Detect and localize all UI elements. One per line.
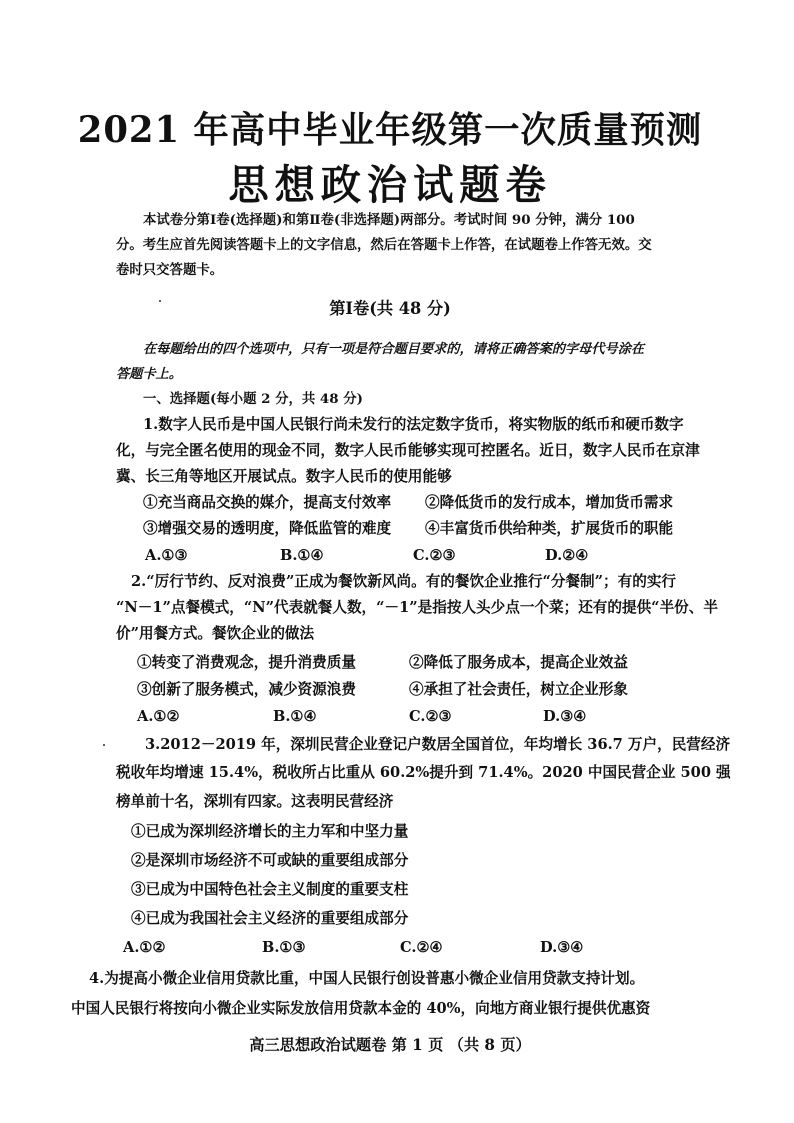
- page-footer: 高三思想政治试题卷 第 1 页 （共 8 页）: [249, 1035, 531, 1054]
- q1-line-3: 冀、长三角等地区开展试点。数字人民币的使用能够: [116, 468, 452, 485]
- q2-statement-2: ②降低了服务成本，提高企业效益: [409, 654, 628, 671]
- q2-option-d: D.③④: [543, 708, 587, 725]
- q2-statement-3: ③创新了服务模式，减少资源浪费: [137, 681, 356, 698]
- q3-line-1: 3.2012－2019 年，深圳民营企业登记户数居全国首位，年均增长 36.7 万户，民营经济: [145, 736, 731, 753]
- q4-line-1: 4.为提高小微企业信用贷款比重，中国人民银行创设普惠小微企业信用贷款支持计划。: [89, 970, 645, 987]
- q2-option-c: C.②③: [409, 708, 452, 725]
- q3-statement-1: ①已成为深圳经济增长的主力军和中坚力量: [131, 823, 409, 840]
- scan-speck: [103, 744, 105, 746]
- intro-line-3: 卷时只交答题卡。: [116, 262, 224, 278]
- q1-option-a: A.①③: [145, 547, 188, 564]
- q1-statement-2: ②降低货币的发行成本，增加货币需求: [425, 494, 674, 511]
- q1-option-c: C.②③: [413, 547, 456, 564]
- q2-line-2: “N－1”点餐模式，“N”代表就餐人数，“－1”是指按人头少点一个菜；还有的提供“半份、半: [116, 599, 718, 616]
- q3-option-b: B.①③: [262, 939, 306, 956]
- q1-line-2: 化，与完全匿名使用的现金不同，数字人民币能够实现可控匿名。近日，数字人民币在京津: [116, 442, 700, 459]
- q3-option-c: C.②④: [400, 939, 443, 956]
- q2-statement-4: ④承担了社会责任，树立企业形象: [409, 681, 628, 698]
- q3-option-a: A.①②: [123, 939, 166, 956]
- intro-line-2: 分。考生应首先阅读答题卡上的文字信息，然后在答题卡上作答，在试题卷上作答无效。交: [116, 237, 652, 253]
- subject-title: 思想政治试题卷: [228, 161, 552, 209]
- q2-line-3: 价”用餐方式。餐饮企业的做法: [116, 625, 315, 642]
- q2-line-1: 2.“厉行节约、反对浪费”正成为餐饮新风尚。有的餐饮企业推行“分餐制”；有的实行: [131, 573, 677, 590]
- q1-option-d: D.②④: [545, 547, 589, 564]
- q1-statement-4: ④丰富货币供给种类，扩展货币的职能: [425, 520, 674, 537]
- q2-option-b: B.①④: [273, 708, 317, 725]
- q1-line-1: 1.数字人民币是中国人民银行尚未发行的法定数字货币，将实物版的纸币和硬币数字: [143, 416, 684, 433]
- q1-statement-1: ①充当商品交换的媒介，提高支付效率: [143, 494, 392, 511]
- q3-option-d: D.③④: [540, 939, 584, 956]
- q1-statement-3: ③增强交易的透明度，降低监管的难度: [143, 520, 392, 537]
- instruction-line-1: 在每题给出的四个选项中，只有一项是符合题目要求的，请将正确答案的字母代号涂在: [143, 342, 645, 357]
- q3-statement-4: ④已成为我国社会主义经济的重要组成部分: [131, 910, 409, 927]
- q3-line-3: 榜单前十名，深圳有四家。这表明民营经济: [116, 793, 394, 810]
- section-heading: 第Ⅰ卷(共 48 分): [329, 299, 451, 318]
- intro-line-1: 本试卷分第Ⅰ卷(选择题)和第Ⅱ卷(非选择题)两部分。考试时间 90 分钟，满分 100: [143, 212, 635, 228]
- q3-line-2: 税收年均增速 15.4%，税收所占比重从 60.2%提升到 71.4%。2020 中国民营企业 500 强: [116, 764, 731, 781]
- exam-title: 2021 年高中毕业年级第一次质量预测: [77, 109, 703, 151]
- q4-line-2: 中国人民银行将按向小微企业实际发放信用贷款本金的 40%，向地方商业银行提供优惠资: [71, 1000, 651, 1017]
- q3-statement-3: ③已成为中国特色社会主义制度的重要支柱: [131, 881, 409, 898]
- q3-statement-2: ②是深圳市场经济不可或缺的重要组成部分: [131, 852, 409, 869]
- q1-option-b: B.①④: [280, 547, 324, 564]
- q2-statement-1: ①转变了消费观念，提升消费质量: [137, 654, 356, 671]
- q2-option-a: A.①②: [137, 708, 180, 725]
- instruction-line-2: 答题卡上。: [116, 367, 182, 382]
- part-heading: 一、选择题(每小题 2 分，共 48 分): [143, 391, 363, 407]
